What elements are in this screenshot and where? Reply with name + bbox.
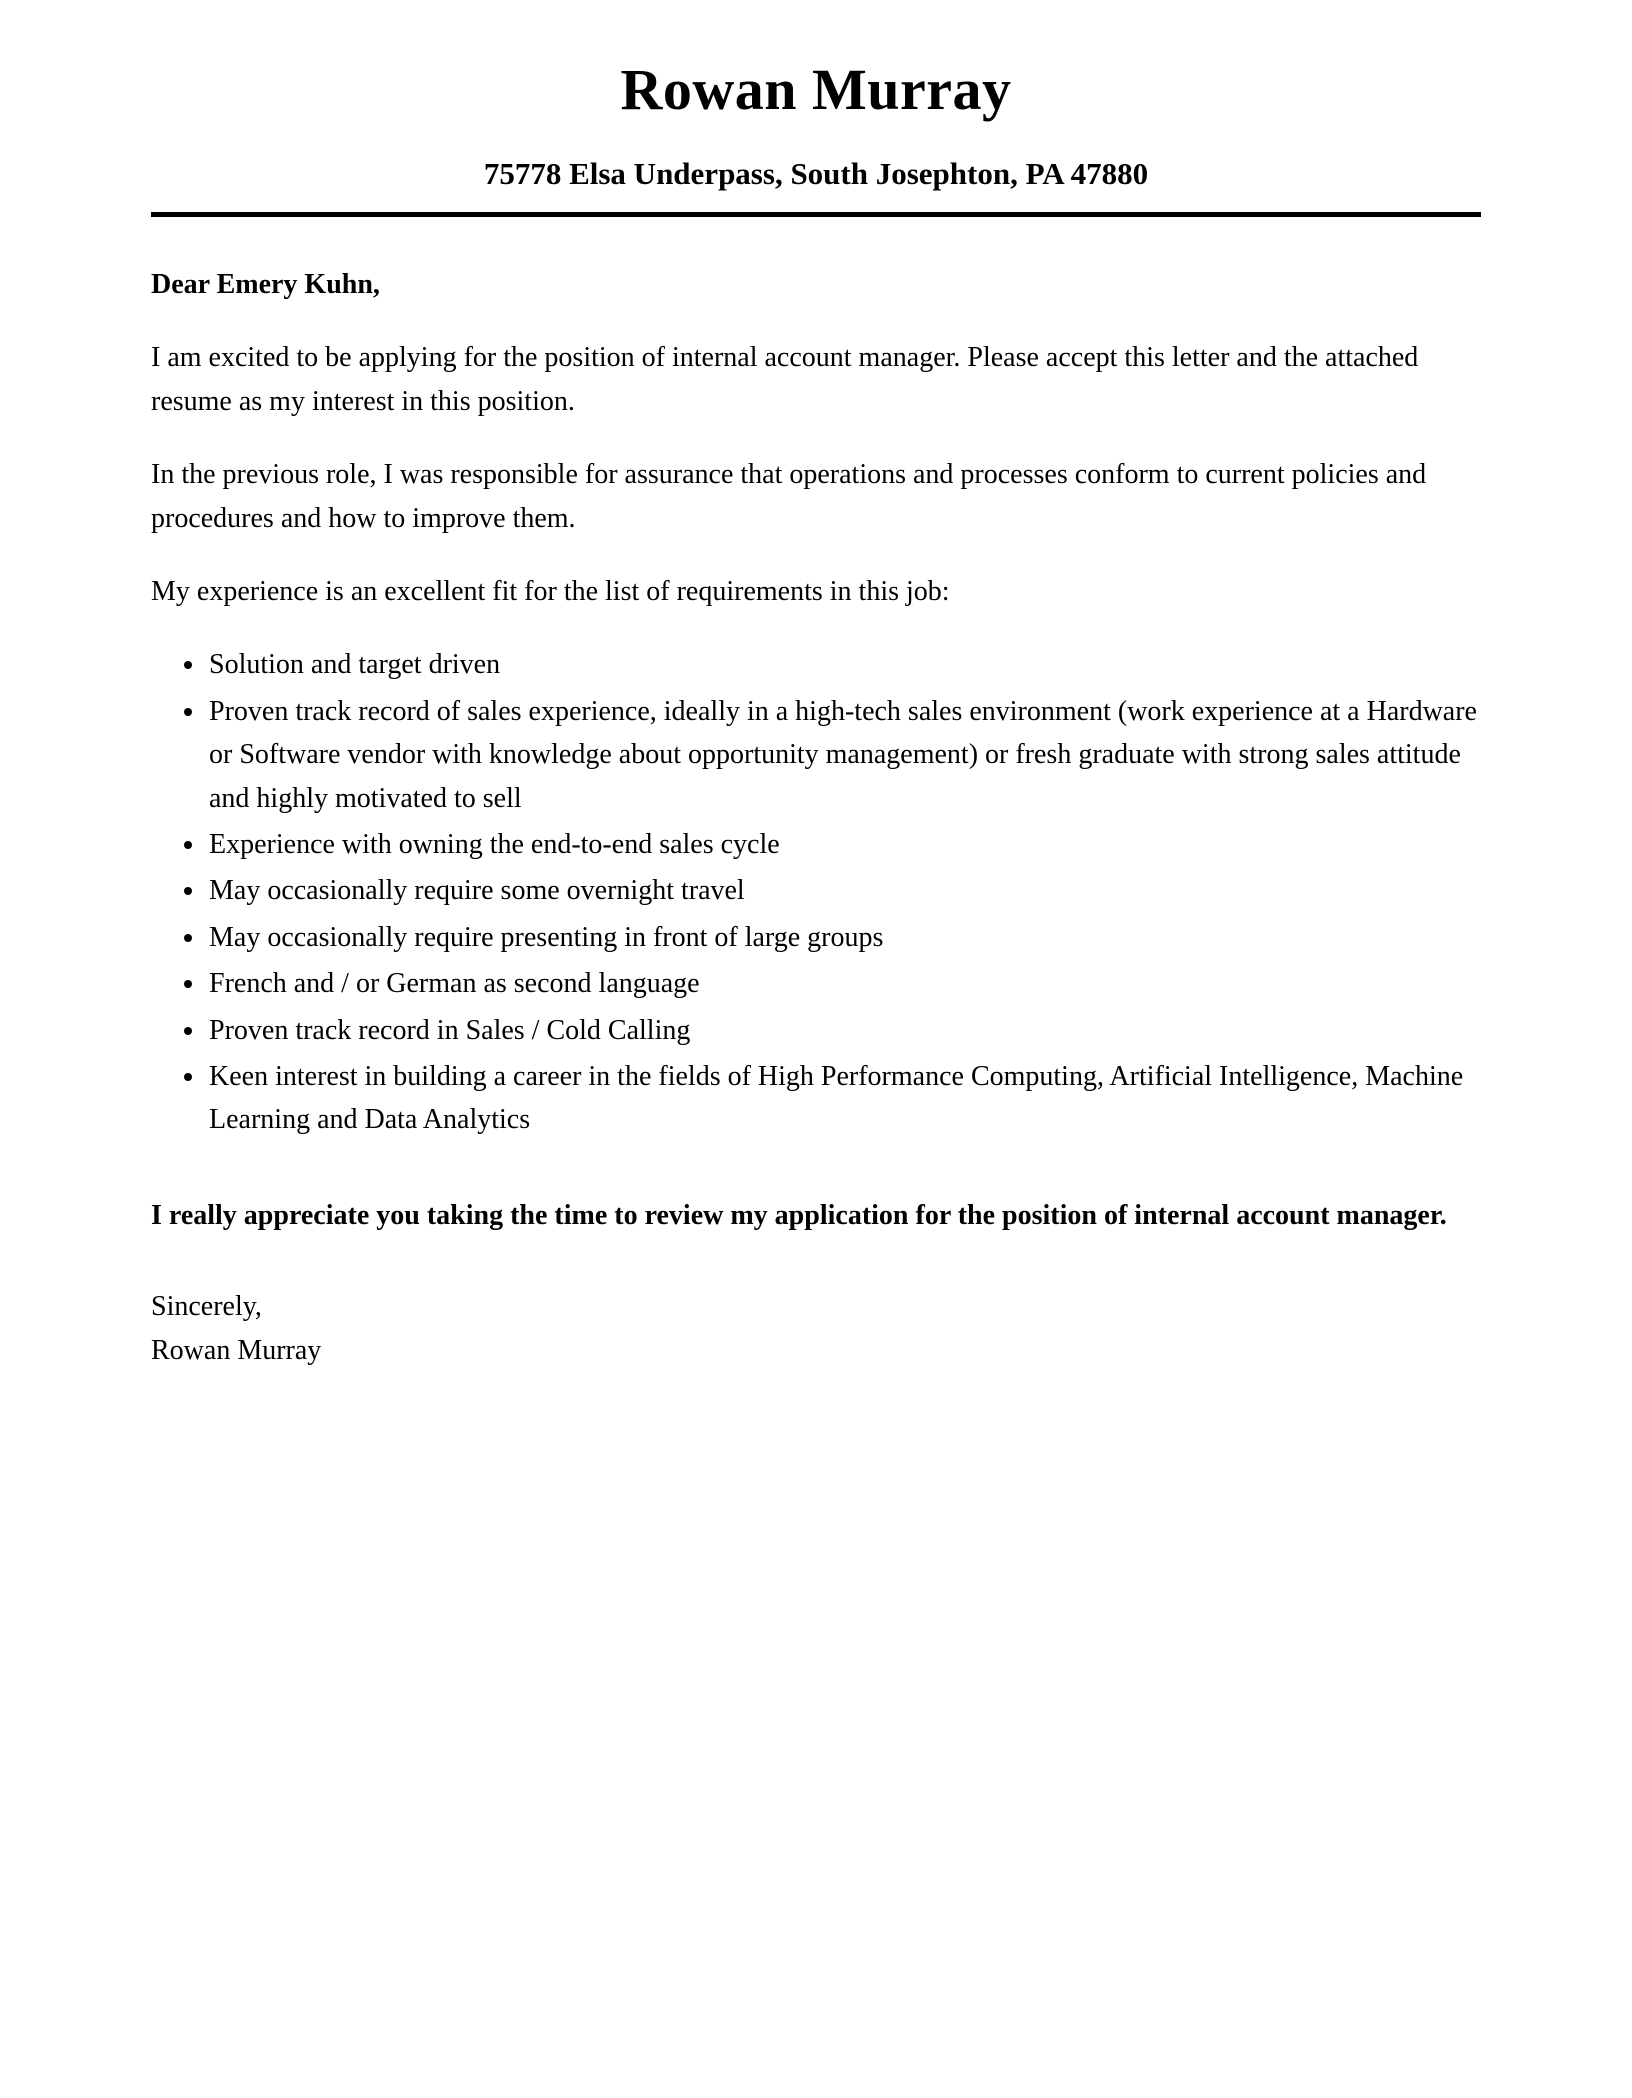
requirement-item: • Experience with owning the end-to-end sales cycle <box>207 823 1481 866</box>
sender-address: 75778 Elsa Underpass, South Josephton, PA 47880 <box>483 155 1149 191</box>
requirement-item: • Proven track record of sales experience, ideally in a high-tech sales environment (work experience at a Hardware or Software vendor with knowledge about opportunity management) or fresh graduate with strong sales attitude and highly motivated to sell <box>207 690 1481 820</box>
requirement-item: • French and / or German as second language <box>207 962 1481 1005</box>
requirement-item: • Solution and target driven <box>207 643 1481 686</box>
requirement-item: • May occasionally require presenting in front of large groups <box>207 916 1481 959</box>
requirement-item: • Proven track record in Sales / Cold Calling <box>207 1009 1481 1052</box>
experience-intro-paragraph: My experience is an excellent fit for the list of requirements in this job: <box>151 576 950 608</box>
requirement-item: • May occasionally require some overnight travel <box>207 869 1481 912</box>
header-divider <box>151 212 1481 217</box>
requirements-list <box>151 643 1481 1141</box>
letter-body <box>151 263 1481 1372</box>
closing-paragraph: I really appreciate you taking the time to review my application for the position of internal account manager. <box>151 1199 1447 1231</box>
signature: Rowan Murray <box>151 1334 322 1366</box>
greeting: Dear Emery Kuhn, <box>151 269 380 301</box>
letter-header <box>151 58 1481 217</box>
intro-paragraph: I am excited to be applying for the position of internal account manager. Please accept this letter and the attached resume as my interest in this position. <box>151 342 1419 417</box>
signoff: Sincerely, <box>151 1291 262 1323</box>
previous-role-paragraph: In the previous role, I was responsible for assurance that operations and processes conform to current policies and procedures and how to improve them. <box>151 459 1427 534</box>
requirement-item: • Keen interest in building a career in the fields of High Performance Computing, Artificial Intelligence, Machine Learning and Data Analytics <box>207 1055 1481 1142</box>
sender-name: Rowan Murray <box>620 57 1012 122</box>
